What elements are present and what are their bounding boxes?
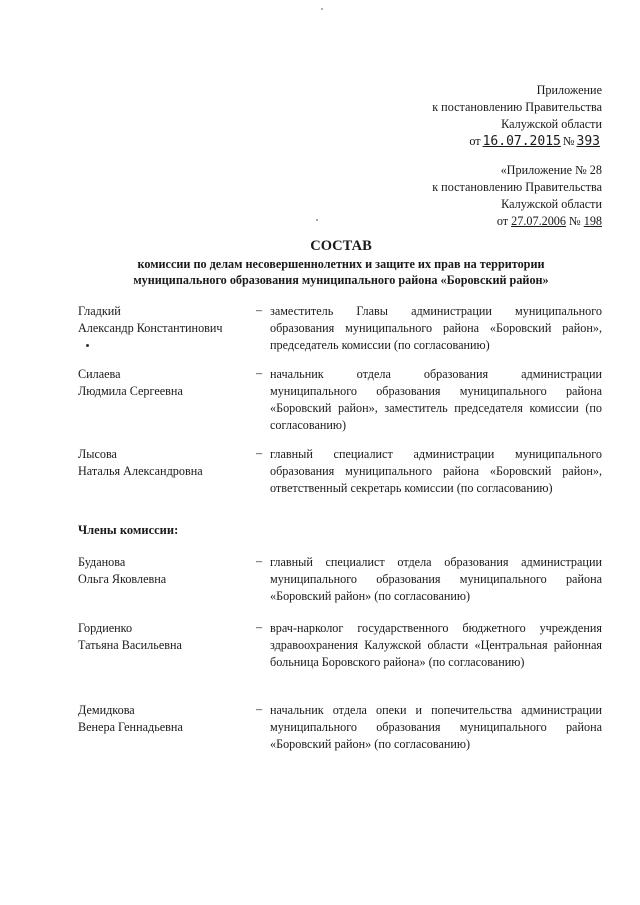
member-name — [78, 366, 248, 400]
appendix-date: 16.07.2015 — [482, 134, 561, 149]
appendix-header — [432, 82, 602, 150]
member-name — [78, 554, 248, 588]
entry-dash: – — [256, 446, 263, 460]
scan-speck — [316, 219, 318, 221]
original-appendix-header — [432, 162, 602, 230]
member-role: врач-нарколог государственного бюджетного учреждения здравоохранения Калужской области «Центральная районная больница Боровского района» (по согласованию) — [270, 621, 602, 669]
entry-dash: – — [256, 366, 263, 380]
entry-dash: – — [256, 554, 263, 568]
member-role: начальник отдела образования администрации муниципального образования муниципального района «Боровский район», заместитель председателя комиссии (по согласованию) — [270, 367, 602, 432]
member-role: начальник отдела опеки и попечительства администрации муниципального образования муниципального района «Боровский район» (по согласованию) — [270, 703, 602, 751]
scan-speck — [321, 8, 323, 10]
appendix-from-prefix: от — [469, 134, 481, 148]
appendix-line3: Калужской области — [501, 117, 602, 131]
members-heading: Члены комиссии: — [78, 523, 179, 537]
entry-dash: – — [256, 303, 263, 317]
member-name — [78, 620, 248, 654]
entry-dash: – — [256, 702, 263, 716]
member-given-names: Венера Геннадьевна — [78, 720, 183, 734]
original-appendix-line2: к постановлению Правительства — [432, 180, 602, 194]
member-surname: Гладкий — [78, 304, 121, 318]
member-surname: Гордиенко — [78, 621, 133, 635]
member-surname: Буданова — [78, 555, 126, 569]
original-appendix-from-prefix: от — [496, 214, 509, 228]
member-role: главный специалист отдела образования администрации муниципального образования муниципального района «Боровский район» (по согласованию) — [270, 555, 602, 603]
original-appendix-date: 27.07.2006 — [511, 214, 566, 228]
document-title-block — [80, 236, 602, 288]
appendix-number: 393 — [576, 134, 600, 149]
appendix-line1: Приложение — [536, 83, 602, 97]
member-name — [78, 446, 248, 480]
entry-dash: – — [256, 620, 263, 634]
appendix-number-sign: № — [562, 134, 575, 148]
member-given-names: Ольга Яковлевна — [78, 572, 167, 586]
member-surname: Демидкова — [78, 703, 135, 717]
member-given-names: Татьяна Васильевна — [78, 638, 182, 652]
member-surname: Лысова — [78, 447, 117, 461]
original-appendix-line3: Калужской области — [501, 197, 602, 211]
appendix-line2: к постановлению Правительства — [432, 100, 602, 114]
original-appendix-number: 198 — [583, 214, 602, 228]
document-subtitle-line2: муниципального образования муниципального района «Боровский район» — [133, 273, 549, 287]
member-given-names: Людмила Сергеевна — [78, 384, 183, 398]
original-appendix-line1: «Приложение № 28 — [500, 163, 602, 177]
member-given-names: Наталья Александровна — [78, 464, 203, 478]
original-appendix-date-line — [432, 213, 602, 230]
member-given-names: Александр Константинович — [78, 321, 223, 335]
scan-speck — [86, 344, 89, 347]
document-title: СОСТАВ — [310, 238, 372, 254]
member-role: заместитель Главы администрации муниципального образования муниципального района «Боровский район», председатель комиссии (по согласованию) — [270, 304, 602, 352]
original-appendix-number-sign: № — [569, 214, 581, 228]
document-subtitle-line1: комиссии по делам несовершеннолетних и защите их прав на территории — [137, 257, 545, 271]
member-surname: Силаева — [78, 367, 121, 381]
member-role: главный специалист администрации муниципального образования муниципального района «Боровский район», ответственный секретарь комиссии (по согласованию) — [270, 447, 602, 495]
member-name — [78, 702, 248, 736]
member-name — [78, 303, 248, 337]
appendix-date-line — [469, 133, 602, 150]
